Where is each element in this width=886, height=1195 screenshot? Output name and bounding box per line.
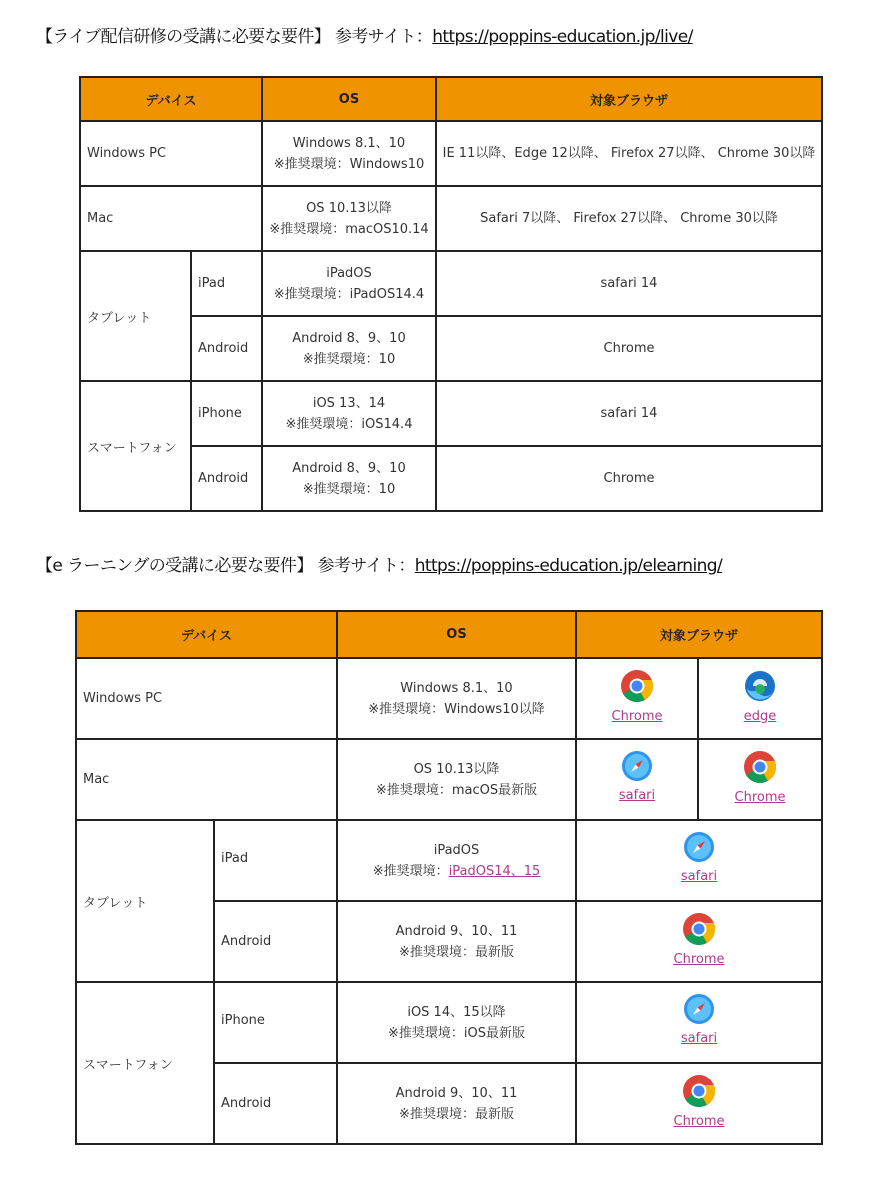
os-recommended: ※推奨環境：最新版 <box>399 1106 514 1122</box>
os-recommended: ※推奨環境：最新版 <box>399 944 514 960</box>
os-version: iPadOS <box>326 265 372 281</box>
safari-icon <box>577 750 697 786</box>
os-recommended: ※推奨環境：macOS10.14 <box>269 221 429 237</box>
chrome-link[interactable]: Chrome <box>673 952 725 967</box>
chrome-link[interactable]: Chrome <box>734 790 786 805</box>
ipados-link[interactable]: iPadOS14、15 <box>448 863 541 879</box>
edge-icon <box>699 669 821 707</box>
header-browser: 対象ブラウザ <box>436 77 822 121</box>
os-version: iOS 14、15以降 <box>407 1004 506 1020</box>
os-cell <box>337 739 576 820</box>
os-version: OS 10.13以降 <box>306 200 392 216</box>
os-version: Android 9、10、11 <box>395 923 518 939</box>
os-cell <box>262 316 436 381</box>
device-cell: Android <box>191 446 262 511</box>
browser-cell <box>576 1063 822 1144</box>
browser-cell: Safari 7以降、 Firefox 27以降、 Chrome 30以降 <box>436 186 822 251</box>
os-version: Android 8、9、10 <box>292 330 406 346</box>
header-os: OS <box>337 611 576 658</box>
os-recommended <box>338 861 575 882</box>
table-row <box>76 982 822 1063</box>
chrome-link[interactable]: Chrome <box>611 709 663 724</box>
header-browser: 対象ブラウザ <box>576 611 822 658</box>
browser-cell <box>698 739 822 820</box>
os-cell <box>337 901 576 982</box>
device-cell: Android <box>191 316 262 381</box>
device-group-cell: タブレット <box>76 820 214 982</box>
table-header-row <box>76 611 822 658</box>
device-cell: Windows PC <box>76 658 337 739</box>
header-device: デバイス <box>80 77 262 121</box>
device-cell: Mac <box>80 186 262 251</box>
os-version: Windows 8.1、10 <box>400 680 513 696</box>
os-recommended: ※推奨環境：Windows10以降 <box>368 701 545 717</box>
elearning-requirements-heading <box>36 551 722 576</box>
table-row <box>76 820 822 901</box>
header-device: デバイス <box>76 611 337 658</box>
os-cell <box>262 446 436 511</box>
os-recommended: ※推奨環境：Windows10 <box>273 156 425 172</box>
device-cell: Mac <box>76 739 337 820</box>
browser-cell: safari 14 <box>436 251 822 316</box>
device-cell: iPhone <box>214 982 337 1063</box>
os-recommended: ※推奨環境：macOS最新版 <box>375 782 538 798</box>
os-version: iOS 13、14 <box>312 395 386 411</box>
table-row <box>76 739 822 820</box>
live-requirements-heading <box>36 22 693 47</box>
os-cell <box>262 121 436 186</box>
browser-cell <box>698 658 822 739</box>
browser-cell <box>576 982 822 1063</box>
safari-link[interactable]: safari <box>680 1031 718 1046</box>
os-recommended: ※推奨環境：iOS14.4 <box>285 416 413 432</box>
os-recommended: ※推奨環境：iOS最新版 <box>388 1025 525 1041</box>
safari-link[interactable]: safari <box>680 869 718 884</box>
chrome-icon <box>577 912 821 950</box>
heading-text: 【ライブ配信研修の受講に必要な要件】 参考サイト： <box>36 27 433 47</box>
live-requirements-table <box>79 76 823 512</box>
os-cell <box>262 381 436 446</box>
table-row <box>80 251 822 316</box>
table-row <box>76 658 822 739</box>
os-cell <box>337 658 576 739</box>
device-group-cell: タブレット <box>80 251 191 381</box>
os-cell <box>337 982 576 1063</box>
device-group-cell: スマートフォン <box>76 982 214 1144</box>
safari-icon <box>577 831 821 867</box>
safari-icon <box>577 993 821 1029</box>
chrome-icon <box>699 750 821 788</box>
os-version: OS 10.13以降 <box>413 761 500 777</box>
chrome-link[interactable]: Chrome <box>673 1114 725 1129</box>
elearning-reference-link[interactable]: https://poppins-education.jp/elearning/ <box>414 556 723 576</box>
live-reference-link[interactable]: https://poppins-education.jp/live/ <box>432 27 693 47</box>
browser-cell <box>576 901 822 982</box>
edge-link[interactable]: edge <box>743 709 777 724</box>
table-header-row <box>80 77 822 121</box>
device-cell: Android <box>214 1063 337 1144</box>
os-version: Windows 8.1、10 <box>292 135 406 151</box>
browser-cell: IE 11以降、Edge 12以降、 Firefox 27以降、 Chrome 30以降 <box>436 121 822 186</box>
os-recommended-label: ※推奨環境： <box>372 863 449 879</box>
header-os: OS <box>262 77 436 121</box>
os-version: iPadOS <box>433 842 480 858</box>
browser-cell <box>576 739 698 820</box>
os-recommended: ※推奨環境：10 <box>302 481 396 497</box>
device-cell: Windows PC <box>80 121 262 186</box>
browser-cell: safari 14 <box>436 381 822 446</box>
table-row <box>80 121 822 186</box>
safari-link[interactable]: safari <box>618 788 656 803</box>
os-cell <box>262 186 436 251</box>
os-cell <box>337 1063 576 1144</box>
table-row <box>80 446 822 511</box>
os-version: Android 8、9、10 <box>292 460 406 476</box>
device-cell: iPhone <box>191 381 262 446</box>
table-row <box>80 381 822 446</box>
os-cell <box>262 251 436 316</box>
heading-text: 【e ラーニングの受講に必要な要件】 参考サイト： <box>36 556 415 576</box>
chrome-icon <box>577 669 697 707</box>
table-row <box>80 316 822 381</box>
table-row <box>80 186 822 251</box>
browser-cell <box>576 820 822 901</box>
browser-cell <box>576 658 698 739</box>
os-recommended: ※推奨環境：10 <box>302 351 396 367</box>
device-cell: iPad <box>214 820 337 901</box>
os-recommended: ※推奨環境：iPadOS14.4 <box>273 286 425 302</box>
device-cell: iPad <box>191 251 262 316</box>
browser-cell: Chrome <box>436 446 822 511</box>
os-version: Android 9、10、11 <box>395 1085 518 1101</box>
browser-cell: Chrome <box>436 316 822 381</box>
elearning-requirements-table <box>75 610 823 1145</box>
device-cell: Android <box>214 901 337 982</box>
os-cell <box>337 820 576 901</box>
device-group-cell: スマートフォン <box>80 381 191 511</box>
chrome-icon <box>577 1074 821 1112</box>
